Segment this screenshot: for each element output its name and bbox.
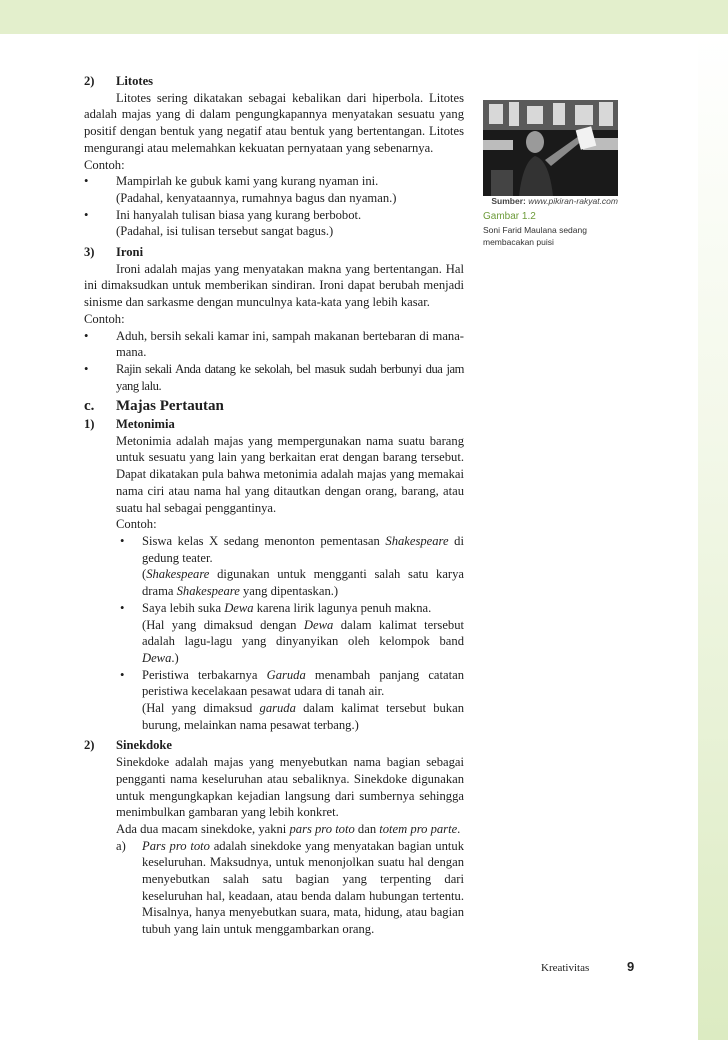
litotes-contoh-label: Contoh:: [84, 157, 125, 172]
list-item: [84, 173, 464, 206]
list-item: [84, 207, 464, 240]
heading-metonimia: 1) Metonimia: [84, 417, 175, 432]
bullet-icon: •: [120, 600, 125, 615]
sinekdoke-types: Ada dua macam sinekdoke, yakni pars pro toto dan totem pro parte.: [116, 821, 461, 836]
heading-majas-pertautan: c. Majas Pertautan: [84, 398, 224, 415]
list-item: [84, 328, 464, 361]
heading-ironi: 3) Ironi: [84, 245, 144, 260]
metonimia-note-1: (Shakespeare digunakan untuk mengganti salah satu karya drama Shakespeare yang dipentaskan.): [142, 567, 464, 599]
page-number: 9: [627, 959, 635, 974]
metonimia-note-2: (Hal yang dimaksud dengan Dewa dalam kalimat tersebut adalah lagu-lagu yang dinyanyikan oleh kelompok band Dewa.): [142, 617, 465, 665]
header-band: [0, 0, 728, 34]
metonimia-example-1: Siswa kelas X sedang menonton pementasan Shakespeare di gedung teater.: [142, 533, 464, 565]
heading-sinekdoke: 2) Sinekdoke: [84, 738, 172, 753]
page-edge-decoration: [698, 34, 728, 1040]
metonimia-example-3: Peristiwa terbakarnya Garuda menambah panjang catatan peristiwa kecelakaan pesawat udara di tanah air.: [142, 667, 464, 699]
list-item: [116, 838, 464, 938]
litotes-paragraph: Litotes sering dikatakan sebagai kebalikan dari hiperbola. Litotes adalah majas yang di dalam pengungkapannya menyatakan sesuatu yang positif dengan bentuk yang negatif atau bentuk yang bertentangan. Litotes mengurangi atau melemahkan kekuatan pernyataan yang sebenarnya.: [84, 90, 464, 155]
list-item: [116, 533, 464, 600]
figure-source: Sumber: www.pikiran-rakyat.com: [491, 196, 618, 206]
bullet-icon: •: [84, 328, 89, 343]
litotes-example-1: Mampirlah ke gubuk kami yang kurang nyaman ini.: [116, 174, 379, 189]
bullet-icon: •: [120, 667, 125, 682]
footer-chapter-label: Kreativitas: [541, 962, 590, 974]
list-item: [84, 361, 464, 394]
ironi-example-2: Rajin sekali Anda datang ke sekolah, bel masuk sudah berbunyi dua jam yang lalu.: [116, 361, 464, 393]
ironi-contoh-label: Contoh:: [84, 311, 125, 326]
metonimia-contoh-label: Contoh:: [116, 517, 157, 532]
ironi-paragraph: Ironi adalah majas yang menyatakan makna yang bertentangan. Hal ini dimaksudkan untuk memberikan sindiran. Ironi dapat berubah menjadi sinisme dan sarkasme dengan munculnya kata-kata yang lebih kasar.: [84, 261, 464, 310]
figure-caption: Soni Farid Maulana sedang membacakan puisi: [483, 225, 587, 247]
ironi-example-1: Aduh, bersih sekali kamar ini, sampah makanan bertebaran di mana-mana.: [116, 328, 464, 360]
sinekdoke-paragraph: Sinekdoke adalah majas yang menyebutkan nama bagian sebagai pengganti nama keseluruhan atau sebaliknya. Sinekdoke digunakan untuk mengungkapkan kejadian langsung dari sumbernya sehingga menimbulkan gambaran yang lebih konkret.: [116, 755, 464, 820]
bullet-icon: •: [120, 533, 125, 548]
list-item: [116, 667, 464, 734]
photo-poetry-reading: [483, 100, 618, 196]
pars-pro-toto-text: Pars pro toto adalah sinekdoke yang menyatakan bagian untuk keseluruhan. Maksudnya, untuk menonjolkan suatu hal dengan menyebutkan salah satu bagian yang terpenting dari keseluruhan hal, keadaan, atau benda dalam hubungan tertentu. Misalnya, hanya menyebutkan suara, mata, hidung, atau bagian tubuh yang lain untuk menggambarkan orang.: [142, 838, 464, 937]
main-text-column: [84, 73, 464, 938]
figure-title: Gambar 1.2: [483, 211, 536, 222]
litotes-note-2: (Padahal, isi tulisan tersebut sangat bagus.): [116, 224, 334, 239]
litotes-example-2: Ini hanyalah tulisan biasa yang kurang berbobot.: [116, 207, 362, 222]
list-item: [116, 600, 464, 667]
bullet-icon: •: [84, 207, 89, 222]
litotes-note-1: (Padahal, kenyataannya, rumahnya bagus dan nyaman.): [116, 190, 397, 205]
list-marker: a): [116, 838, 126, 853]
metonimia-example-2: Saya lebih suka Dewa karena lirik lagunya penuh makna.: [142, 600, 432, 615]
metonimia-body: [84, 433, 464, 734]
bullet-icon: •: [84, 174, 89, 189]
sinekdoke-body: [84, 754, 464, 938]
heading-litotes: 2) Litotes: [84, 74, 154, 88]
bullet-icon: •: [84, 361, 89, 376]
metonimia-paragraph: Metonimia adalah majas yang mempergunakan nama suatu barang untuk sesuatu yang lain yang berkaitan erat dengan barang tersebut. Dapat dikatakan pula bahwa metonimia adalah majas yang memakai nama ciri atau nama hal yang ditautkan dengan orang, barang, atau suatu hal sebagai penggantinya.: [116, 433, 464, 515]
metonimia-note-3: (Hal yang dimaksud garuda dalam kalimat tersebut bukan burung, melainkan nama pesawat terbang.): [142, 701, 464, 732]
